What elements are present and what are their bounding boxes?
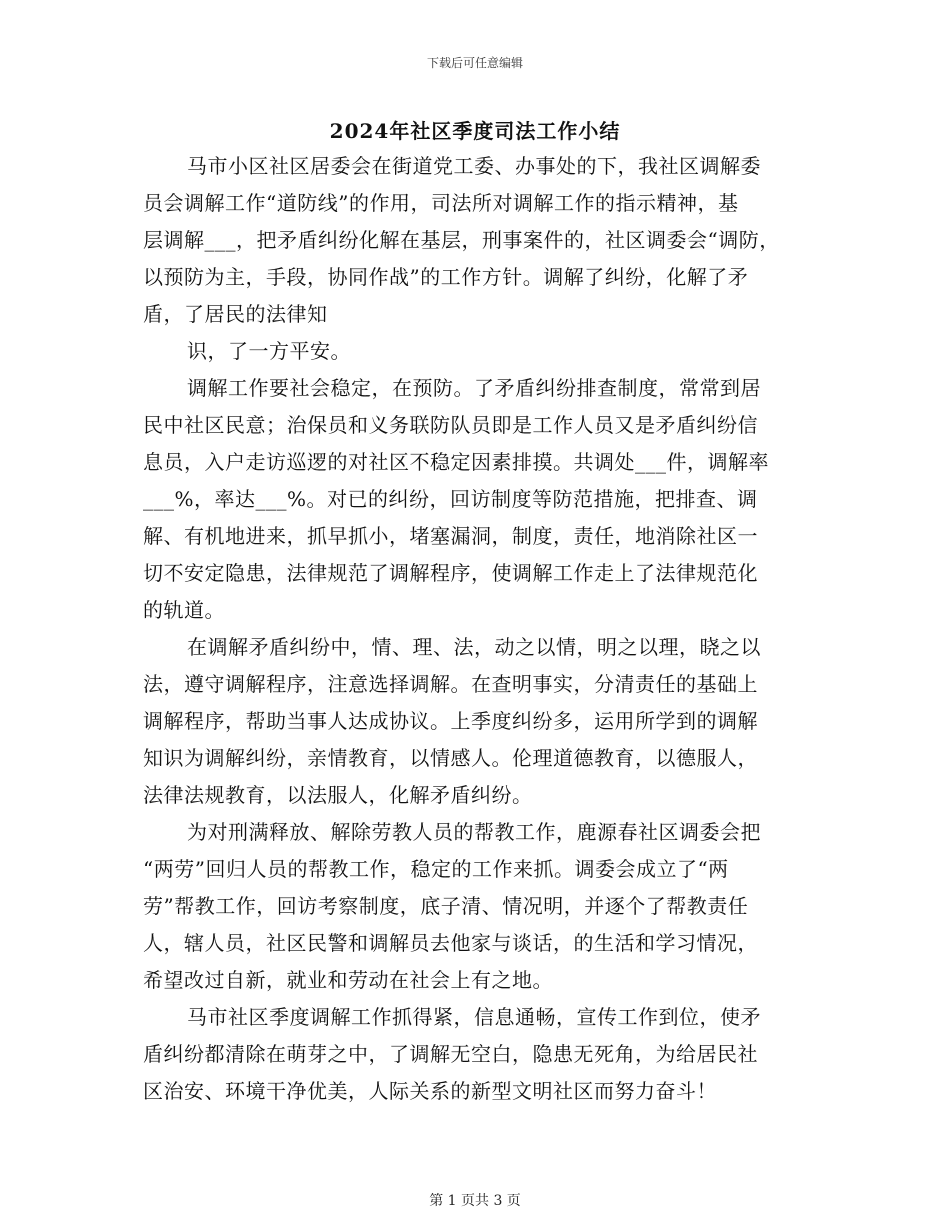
body-line: 切不安定隐患，法律规范了调解程序，使调解工作走上了法律规范化 [143, 561, 758, 585]
body-line: 的轨道。 [143, 598, 225, 622]
page-header: 下载后可任意编辑 [426, 56, 523, 70]
document-title: 2024年社区季度司法工作小结 [329, 119, 621, 143]
body-line: 息员，入户走访巡逻的对社区不稳定因素排摸。共调处___件，调解率 [143, 450, 769, 474]
body-line: 希望改过自新，就业和劳动在社会上有之地。 [143, 968, 553, 992]
body-line: 解、有机地进来，抓早抓小，堵塞漏洞，制度，责任，地消除社区一 [143, 524, 758, 548]
document-body [143, 148, 807, 1110]
body-line: 民中社区民意；治保员和义务联防队员即是工作人员又是矛盾纠纷信 [143, 413, 758, 437]
body-line: 调解程序，帮助当事人达成协议。上季度纠纷多，运用所学到的调解 [143, 709, 758, 733]
body-line: ___%，率达___%。对已的纠纷，回访制度等防范措施，把排查、调 [143, 487, 758, 511]
body-line: 盾，了居民的法律知 [143, 302, 328, 326]
body-line: “两劳”回归人员的帮教工作，稳定的工作来抓。调委会成立了“两 [143, 857, 729, 881]
body-line: 马市社区季度调解工作抓得紧，信息通畅，宣传工作到位，使矛 [187, 1005, 761, 1029]
body-line: 为对刑满释放、解除劳教人员的帮教工作，鹿源春社区调委会把 [187, 820, 761, 844]
body-line: 员会调解工作“道防线”的作用，司法所对调解工作的指示精神，基 [143, 191, 739, 215]
body-line: 区治安、环境干净优美，人际关系的新型文明社区而努力奋斗！ [143, 1079, 717, 1103]
body-line: 层调解___，把矛盾纠纷化解在基层，刑事案件的，社区调委会“调防， [143, 228, 780, 252]
body-line: 识，了一方平安。 [187, 339, 351, 363]
body-line: 以预防为主，手段，协同作战”的工作方针。调解了纠纷，化解了矛 [143, 265, 749, 289]
body-line: 法，遵守调解程序，注意选择调解。在查明事实，分清责任的基础上 [143, 672, 758, 696]
body-line: 人，辖人员，社区民警和调解员去他家与谈话，的生活和学习情况， [143, 931, 758, 955]
body-line: 劳”帮教工作，回访考察制度，底子清、情况明，并逐个了帮教责任 [143, 894, 749, 918]
body-line: 马市小区社区居委会在街道党工委、办事处的下，我社区调解委 [187, 154, 761, 178]
body-line: 法律法规教育，以法服人，化解矛盾纠纷。 [143, 783, 533, 807]
body-line: 在调解矛盾纠纷中，情、理、法，动之以情，明之以理，晓之以 [187, 635, 761, 659]
body-line: 调解工作要社会稳定，在预防。了矛盾纠纷排查制度，常常到居 [187, 376, 761, 400]
page-footer: 第 1 页共 3 页 [429, 1193, 521, 1209]
body-line: 知识为调解纠纷，亲情教育，以情感人。伦理道德教育，以德服人， [143, 746, 758, 770]
body-line: 盾纠纷都清除在萌芽之中，了调解无空白，隐患无死角，为给居民社 [143, 1042, 758, 1066]
